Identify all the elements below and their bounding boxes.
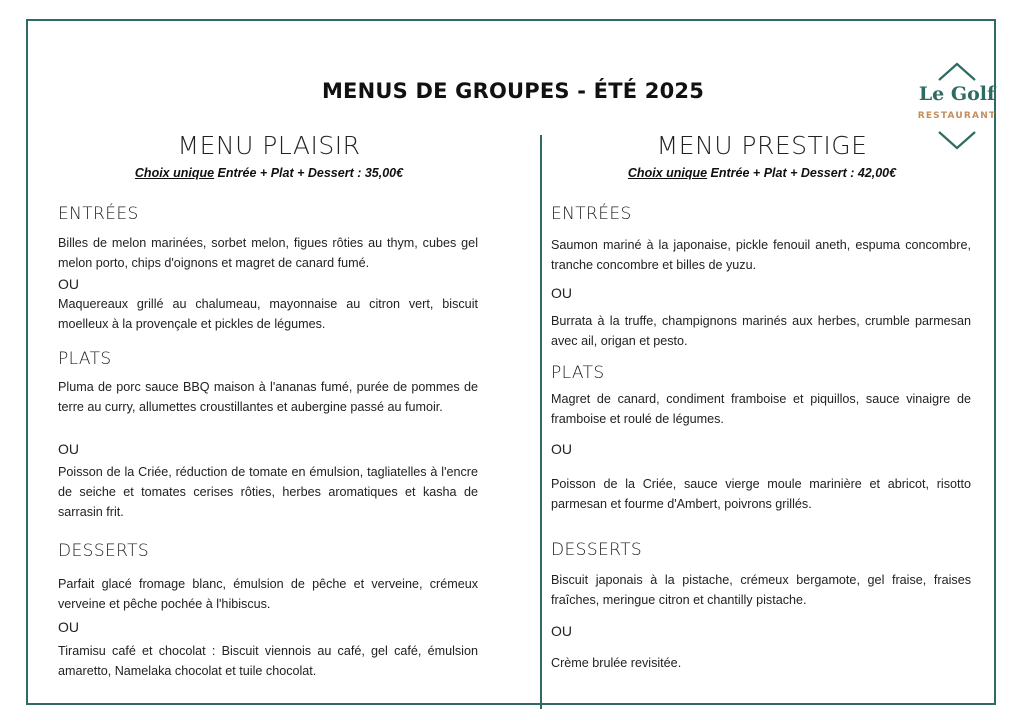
section-heading-desserts: DESSERTS xyxy=(58,541,150,561)
section-heading-entrees: ENTRÉES xyxy=(58,204,139,224)
or-separator: OU xyxy=(551,441,572,457)
dish-item: Billes de melon marinées, sorbet melon, figues rôties au thym, cubes gel melon porto, chips d'oignons et magret de canard fumé. xyxy=(58,236,478,270)
column-divider xyxy=(540,135,542,709)
dish-item: Tiramisu café et chocolat : Biscuit viennois au café, gel café, émulsion amaretto, Namelaka chocolat et tuile chocolat. xyxy=(58,644,478,678)
section-heading-plats: PLATS xyxy=(551,363,605,383)
menu-title: MENU PRESTIGE xyxy=(656,131,868,160)
menu-subtitle xyxy=(551,166,973,180)
menu-subtitle-choice: Choix unique xyxy=(627,166,708,180)
dish-item: Crème brulée revisitée. xyxy=(551,656,682,670)
logo-subtitle: RESTAURANT xyxy=(917,111,997,121)
menu-subtitle xyxy=(58,166,480,180)
or-separator: OU xyxy=(58,276,79,292)
menu-title: MENU PLAISIR xyxy=(177,131,361,160)
section-heading-entrees: ENTRÉES xyxy=(551,204,632,224)
dish-item: Poisson de la Criée, sauce vierge moule marinière et abricot, risotto parmesan et fourme d'Ambert, poivrons grillés. xyxy=(551,477,971,511)
or-separator: OU xyxy=(58,619,79,635)
page-title: MENUS DE GROUPES - ÉTÉ 2025 xyxy=(321,79,705,103)
dish-item: Burrata à la truffe, champignons marinés aux herbes, crumble parmesan avec ail, origan et pesto. xyxy=(551,314,971,348)
menu-subtitle-choice: Choix unique xyxy=(134,166,215,180)
dish-item: Biscuit japonais à la pistache, crémeux bergamote, gel fraise, fraises fraîches, meringue citron et chantilly pistache. xyxy=(551,573,971,607)
dish-item: Parfait glacé fromage blanc, émulsion de pêche et verveine, crémeux verveine et pêche pochée à l'hibiscus. xyxy=(58,577,478,611)
logo-name: Le Golf xyxy=(918,83,996,105)
section-heading-desserts: DESSERTS xyxy=(551,540,643,560)
or-separator: OU xyxy=(551,623,572,639)
or-separator: OU xyxy=(58,441,79,457)
dish-item: Saumon mariné à la japonaise, pickle fenouil aneth, espuma concombre, tranche concombre et billes de yuzu. xyxy=(551,238,971,272)
dish-item: Poisson de la Criée, réduction de tomate en émulsion, tagliatelles à l'encre de seiche et tomates cerises rôties, herbes aromatiques et kasha de sarrasin frit. xyxy=(58,465,478,519)
menu-subtitle-price: Entrée + Plat + Dessert : 42,00€ xyxy=(707,166,897,180)
menu-subtitle-price: Entrée + Plat + Dessert : 35,00€ xyxy=(214,166,404,180)
or-separator: OU xyxy=(551,285,572,301)
dish-item: Pluma de porc sauce BBQ maison à l'ananas fumé, purée de pommes de terre au curry, allumettes croustillantes et aubergine passé au fumoir. xyxy=(58,380,478,414)
dish-item: Maquereaux grillé au chalumeau, mayonnaise au citron vert, biscuit moelleux à la provençale et pickles de légumes. xyxy=(58,297,478,331)
dish-item: Magret de canard, condiment framboise et piquillos, sauce vinaigre de framboise et roulé de légumes. xyxy=(551,392,971,426)
section-heading-plats: PLATS xyxy=(58,349,112,369)
